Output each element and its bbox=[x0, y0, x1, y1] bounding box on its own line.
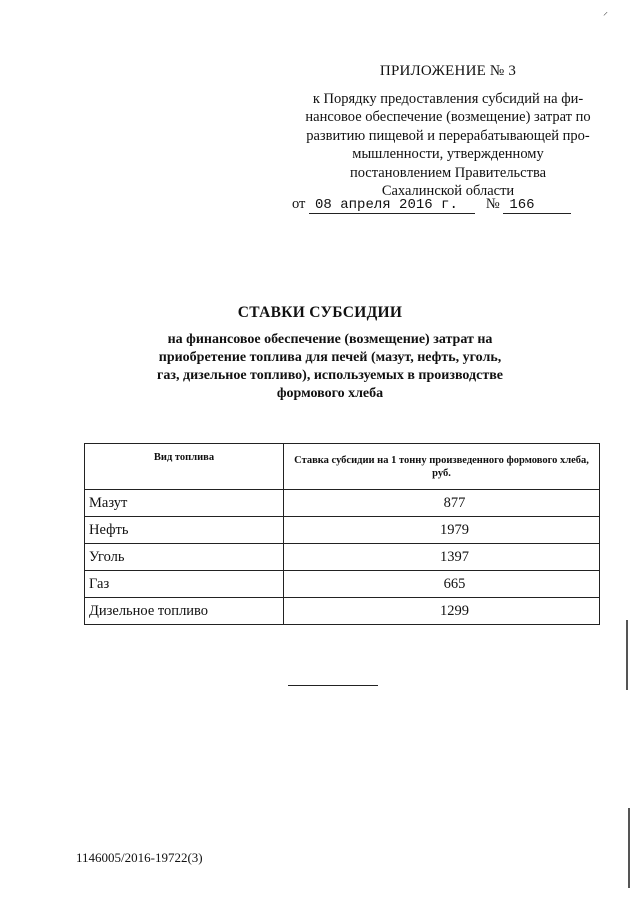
document-subtitle bbox=[120, 331, 540, 403]
appendix-line: Сахалинской области bbox=[381, 183, 515, 199]
fuel-name-cell: Газ bbox=[85, 571, 284, 598]
number-prefix: № bbox=[485, 196, 500, 212]
appendix-title: ПРИЛОЖЕНИЕ № 3 bbox=[379, 63, 517, 79]
subtitle-line: газ, дизельное топливо), используемых в производстве bbox=[157, 368, 503, 383]
end-divider-line bbox=[288, 685, 378, 686]
subtitle-line: формового хлеба bbox=[276, 386, 384, 401]
document-code: 1146005/2016-19722(3) bbox=[76, 850, 203, 865]
date-prefix: от bbox=[292, 196, 306, 212]
appendix-header bbox=[278, 62, 618, 201]
table-row bbox=[85, 490, 600, 517]
table-row bbox=[85, 544, 600, 571]
fuel-name-cell: Нефть bbox=[85, 517, 284, 544]
subtitle-line: на финансовое обеспечение (возмещение) затрат на bbox=[167, 332, 493, 347]
subsidy-rates-table bbox=[84, 443, 600, 625]
fuel-name-cell: Дизельное топливо bbox=[85, 598, 284, 625]
column-header-fuel: Вид топлива bbox=[85, 444, 284, 490]
rate-value-cell: 1397 bbox=[284, 544, 600, 571]
table-header-row bbox=[85, 444, 600, 490]
appendix-line: нансовое обеспечение (возмещение) затрат по bbox=[305, 109, 591, 125]
scan-corner-mark: ⸍ bbox=[603, 11, 608, 22]
resolution-date-row bbox=[292, 196, 571, 214]
appendix-line: к Порядку предоставления субсидий на фи- bbox=[312, 90, 584, 107]
resolution-number: 166 bbox=[503, 197, 571, 214]
rate-value-cell: 877 bbox=[284, 490, 600, 517]
rate-value-cell: 665 bbox=[284, 571, 600, 598]
rate-value-cell: 1299 bbox=[284, 598, 600, 625]
resolution-date: 08 апреля 2016 г. bbox=[309, 197, 475, 214]
table-row bbox=[85, 517, 600, 544]
table-row bbox=[85, 571, 600, 598]
scan-edge-mark bbox=[626, 620, 628, 690]
fuel-name-cell: Уголь bbox=[85, 544, 284, 571]
appendix-line: развитию пищевой и перерабатывающей про- bbox=[306, 127, 590, 144]
rate-value-cell: 1979 bbox=[284, 517, 600, 544]
appendix-line: мышленности, утвержденному bbox=[352, 146, 544, 162]
document-title: СТАВКИ СУБСИДИИ bbox=[237, 304, 403, 321]
table-row bbox=[85, 598, 600, 625]
subtitle-line: приобретение топлива для печей (мазут, нефть, уголь, bbox=[158, 350, 502, 365]
scan-edge-mark bbox=[628, 808, 630, 888]
fuel-name-cell: Мазут bbox=[85, 490, 284, 517]
appendix-line: постановлением Правительства bbox=[349, 164, 547, 181]
column-header-rate: Ставка субсидии на 1 тонну произведенного формового хлеба, руб. bbox=[284, 444, 600, 490]
